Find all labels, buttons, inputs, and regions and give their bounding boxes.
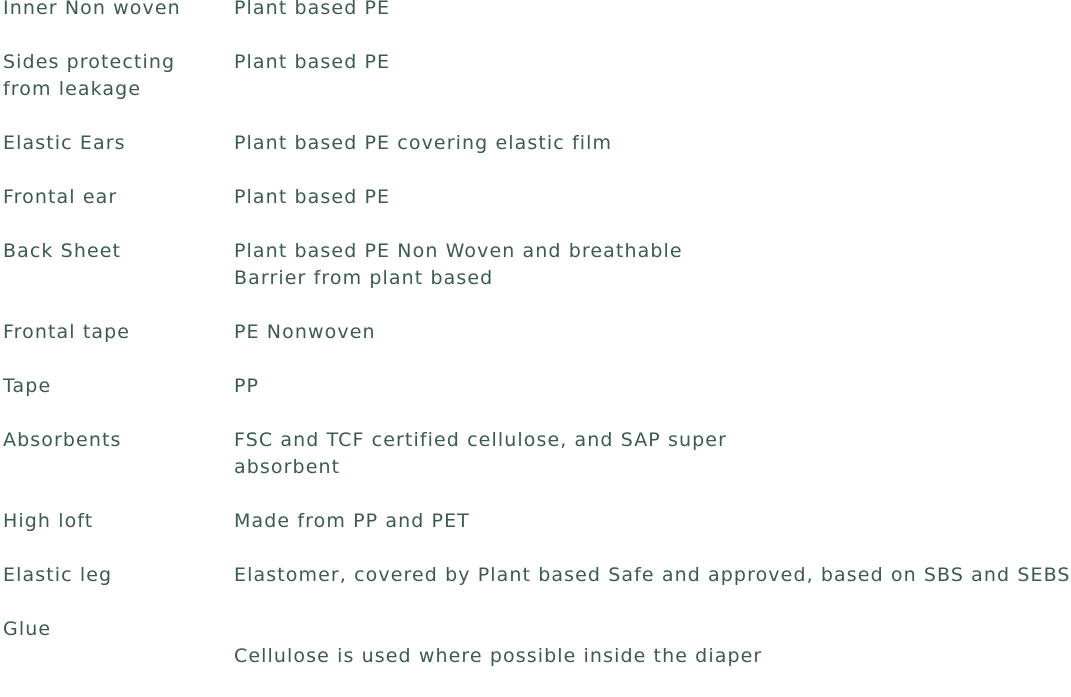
spec-value: Plant based PE: [234, 0, 391, 19]
spec-value: Plant based PE: [234, 186, 391, 208]
spec-row-elastic-ears: [3, 130, 768, 184]
spec-value: Plant based PE: [234, 51, 391, 73]
materials-spec-table: [3, 0, 1071, 697]
spec-row-sides-protecting: [3, 49, 768, 130]
spec-row-elastic-leg: [3, 562, 1071, 616]
spec-value: FSC and TCF certified cellulose, and SAP super absorbent: [234, 429, 728, 478]
spec-label: Absorbents: [3, 429, 122, 451]
spec-value: Plant based PE Non Woven and breathable Barrier from plant based: [234, 240, 683, 289]
spec-row-high-loft: [3, 508, 768, 562]
spec-label: Glue: [3, 618, 52, 640]
spec-row-glue: [3, 616, 768, 643]
cellulose-note: Cellulose is used where possible inside the diaper: [234, 645, 763, 667]
spec-row-frontal-ear: [3, 184, 768, 238]
spec-row-frontal-tape: [3, 319, 768, 373]
spec-label: Inner Non woven: [3, 0, 181, 19]
spec-label: Frontal ear: [3, 186, 118, 208]
spec-label: Frontal tape: [3, 321, 131, 343]
spec-value: Plant based PE covering elastic film: [234, 132, 613, 154]
spec-row-inner-non-woven: [3, 0, 768, 49]
spec-row-tape: [3, 373, 768, 427]
spec-value: PP: [234, 375, 260, 397]
spec-label: Back Sheet: [3, 240, 122, 262]
spec-value: Elastomer, covered by Plant based Safe and approved, based on SBS and SEBS: [234, 564, 1071, 586]
spec-label: Tape: [3, 375, 52, 397]
spec-label: Elastic Ears: [3, 132, 126, 154]
spec-label: Elastic leg: [3, 564, 113, 586]
spec-value: Made from PP and PET: [234, 510, 470, 532]
spec-label: Sides protecting from leakage: [3, 51, 176, 100]
spec-value: PE Nonwoven: [234, 321, 376, 343]
spec-row-absorbents: [3, 427, 768, 508]
spec-row-cellulose-note: [3, 643, 768, 697]
spec-label: High loft: [3, 510, 94, 532]
spec-row-back-sheet: [3, 238, 768, 319]
